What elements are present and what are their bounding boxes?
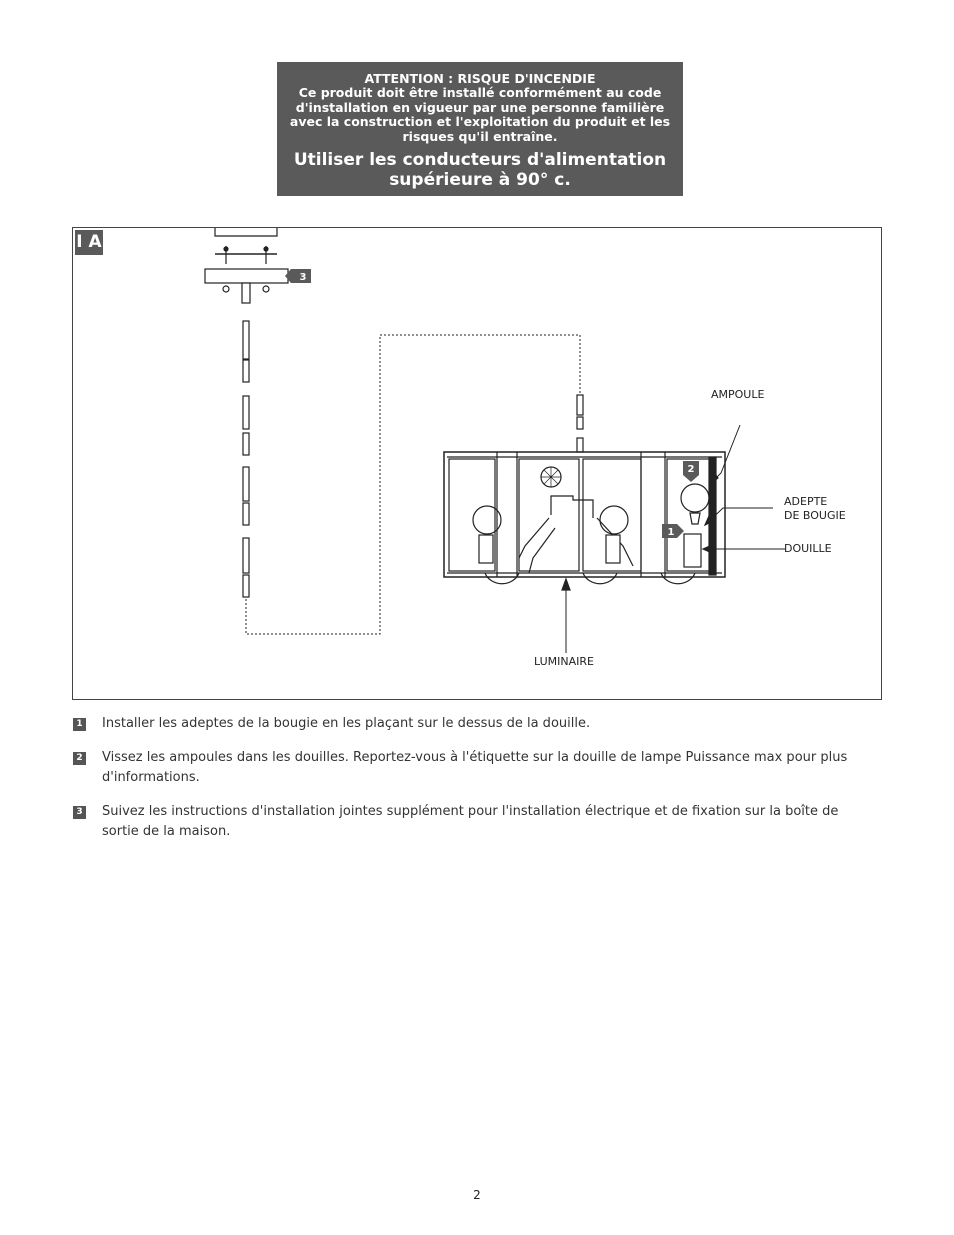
step-2-text: Vissez les ampoules dans les douilles. Reportez-vous à l'étiquette sur la douille de lampe Puissance max pour plus d'informations.	[102, 750, 848, 785]
marker-1-text: 1	[667, 527, 675, 538]
step-2-number: 2	[73, 752, 86, 765]
marker-1	[662, 524, 684, 538]
warning-body: Ce produit doit être installé conformément au code d'installation en vigueur par une personne familière avec la construction et l'exploitation du produit et les risques qu'il entraîne.	[289, 85, 671, 144]
instruction-steps	[73, 714, 873, 856]
marker-3	[285, 269, 311, 283]
fixture-diagram	[73, 228, 881, 699]
step-3-number: 3	[73, 806, 86, 819]
marker-2	[683, 461, 699, 482]
figure-badge: I A	[75, 230, 103, 255]
step-3-text: Suivez les instructions d'installation jointes supplément pour l'installation électrique et de fixation sur la boîte de sortie de la maison.	[102, 804, 839, 839]
fire-warning-box	[277, 62, 683, 196]
step-1	[73, 714, 873, 734]
step-1-text: Installer les adeptes de la bougie en les plaçant sur le dessus de la douille.	[102, 716, 591, 731]
marker-2-text: 2	[687, 464, 695, 475]
warning-title: ATTENTION : RISQUE D'INCENDIE	[364, 71, 596, 86]
label-adepte-line2: DE BOUGIE	[784, 509, 846, 522]
step-3	[73, 802, 873, 842]
label-adepte-line1: ADEPTE	[784, 495, 828, 508]
step-2	[73, 748, 873, 788]
label-adepte	[784, 495, 846, 523]
page-number: 2	[473, 1188, 481, 1202]
step-1-number: 1	[73, 718, 86, 731]
marker-3-text: 3	[299, 272, 307, 283]
warning-emphasis: Utiliser les conducteurs d'alimentation supérieure à 90° c.	[293, 150, 667, 190]
installation-figure	[72, 227, 882, 700]
label-luminaire: LUMINAIRE	[534, 655, 594, 668]
label-ampoule: AMPOULE	[711, 388, 765, 401]
label-douille: DOUILLE	[784, 542, 832, 555]
